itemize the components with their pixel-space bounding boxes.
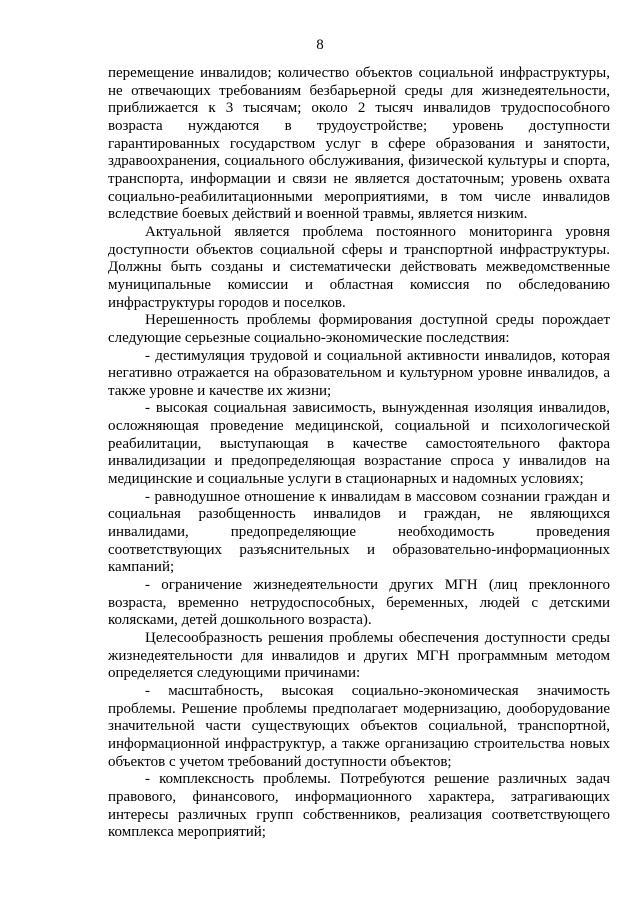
list-item-complexity: - комплексность проблемы. Потребуются решение различных задач правового, финансового, информационного характера, затрагивающих интересы различных групп собственников, реализация соответствующего комплекса мероприятий;	[108, 771, 610, 841]
list-item-limitation: - ограничение жизнедеятельности других МГН (лиц преклонного возраста, временно нетрудоспособных, беременных, людей с детскими колясками, детей дошкольного возраста).	[108, 577, 610, 629]
list-item-scale: - масштабность, высокая социально-экономическая значимость проблемы. Решение проблемы предполагает модернизацию, дооборудование значительной части существующих объектов социальной, транспортной, информационной инфраструктур, а также организацию строительства новых объектов с учетом требований доступности объектов;	[108, 682, 610, 770]
paragraph-continuation: перемещение инвалидов; количество объектов социальной инфраструктуры, не отвечающих требованиям безбарьерной среды для жизнедеятельности, приближается к 3 тысячам; около 2 тысяч инвалидов трудоспособного возраста нуждаются в трудоустройстве; уровень доступности гарантированных государством услуг в сфере образования и занятости, здравоохранения, социального обслуживания, физической культуры и спорта, транспорта, информации и связи не является достаточным; уровень охвата социально-реабилитационными мероприятиями, в том числе инвалидов вследствие боевых действий и военной травмы, является низким.	[108, 65, 610, 223]
list-item-social-dependence: - высокая социальная зависимость, вынужденная изоляция инвалидов, осложняющая проведение медицинской, социальной и психологической реабилитации, выступающая в качестве самостоятельного фактора инвалидизации и предопределяющая возрастание спроса у инвалидов на медицинские и социальные услуги в стационарных и надомных условиях;	[108, 400, 610, 488]
list-item-indifference: - равнодушное отношение к инвалидам в массовом сознании граждан и социальная разобщенность инвалидов и граждан, не являющихся инвалидами, предопределяющие необходимость проведения соответствующих разъяснительных и образовательно-информационных кампаний;	[108, 488, 610, 576]
document-body	[108, 65, 610, 842]
paragraph-reasons-intro: Целесообразность решения проблемы обеспечения доступности среды жизнедеятельности для инвалидов и других МГН программным методом определяется следующими причинами:	[108, 630, 610, 682]
list-item-destimulation: - дестимуляция трудовой и социальной активности инвалидов, которая негативно отражается на образовательном и культурном уровне инвалидов, а также уровне и качестве их жизни;	[108, 347, 610, 399]
page-number: 8	[316, 37, 324, 53]
paragraph-consequences-intro: Нерешенность проблемы формирования доступной среды порождает следующие серьезные социально-экономические последствия:	[108, 312, 610, 346]
paragraph-monitoring: Актуальной является проблема постоянного мониторинга уровня доступности объектов социальной сферы и транспортной инфраструктуры. Должны быть созданы и систематически действовать межведомственные муниципальные комиссии и областная комиссия по обследованию инфраструктуры городов и поселков.	[108, 223, 610, 311]
